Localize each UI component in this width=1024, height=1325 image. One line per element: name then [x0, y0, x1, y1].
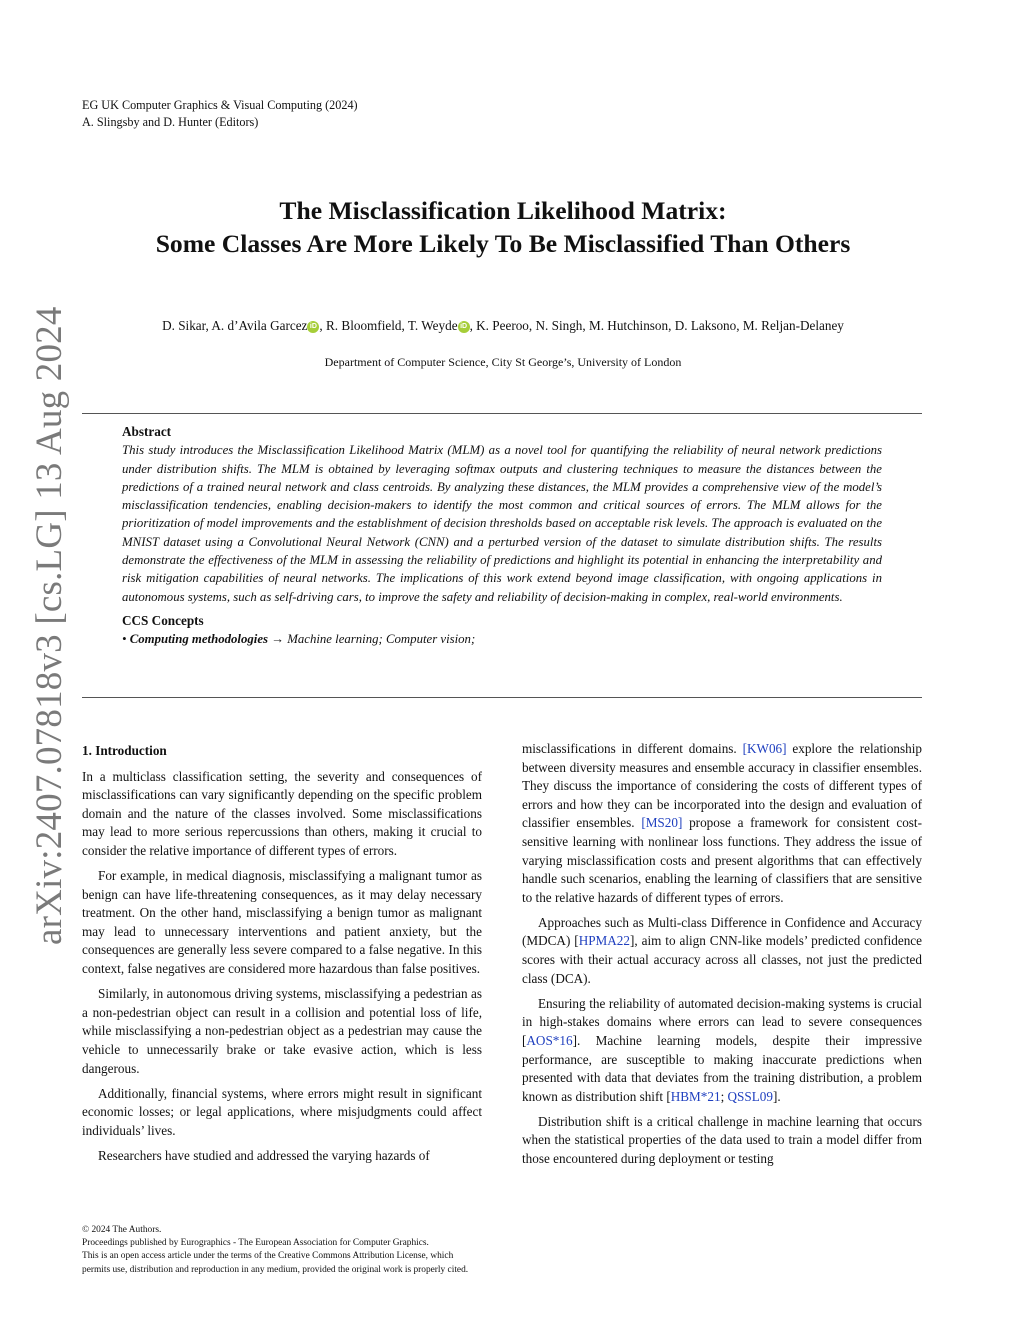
paper-title	[82, 194, 924, 260]
citation-link[interactable]: QSSL09	[727, 1088, 773, 1104]
paragraph: For example, in medical diagnosis, misclassifying a malignant tumor as benign can have life-threatening consequences, as it may delay necessary treatment. On the other hand, misclassifying a benign tumor as malignant may lead to unnecessary interventions and patient anxiety, but the consequences are generally less severe compared to a false negative. In this context, false negatives are considered more hazardous than false positives.	[82, 868, 482, 977]
paragraph	[522, 740, 922, 907]
license-text: This is an open access article under the terms of the Creative Commons Attribution License, which permits use, distribution and reproduction in any medium, provided the original work is properly cited.	[82, 1251, 469, 1275]
text-run: propose a framework for consistent cost-sensitive learning with nonlinear loss functions. They address the issue of varying misclassification costs and present algorithms that can effectively handle such scenarios, enabling the learning of classifiers that are sensitive to the relative hazards of different types of errors.	[522, 815, 922, 905]
abstract-heading: Abstract	[122, 424, 172, 439]
citation-link[interactable]: HBM*21	[670, 1088, 721, 1104]
publisher-line: Proceedings published by Eurographics - The European Association for Computer Graphics.	[82, 1238, 429, 1249]
authors-part-1: D. Sikar, A. d’Avila Garcez	[162, 318, 308, 333]
citation-link[interactable]: [MS20]	[641, 815, 683, 831]
text-run: Approaches such as Multi-class Difference in Confidence and Accuracy (MDCA) [	[522, 914, 922, 949]
citation-link[interactable]: HPMA22	[578, 933, 630, 949]
ccs-category: Computing methodologies	[129, 632, 268, 647]
text-run: explore the relationship between diversity measures and ensemble accuracy in classifier ensembles. They discuss the importance of considering the costs of different types of errors and how they can be incorporated into the design and evaluation of classifier ensembles.	[522, 741, 922, 831]
left-column	[82, 742, 482, 1172]
paragraph: Distribution shift is a critical challenge in machine learning that occurs when the statistical properties of the data used to train a model differ from those encountered during deployment or testing	[522, 1113, 922, 1166]
text-run: ]. Machine learning models, despite their impressive performance, are susceptible to making inaccurate predictions when presented with data that deviates from the training distribution, a problem known as distribution shift [	[522, 1032, 922, 1104]
affiliation: Department of Computer Science, City St George’s, University of London	[324, 355, 682, 369]
text-run: ], aim to align CNN-like models’ predicted confidence scores with their actual accuracy across all classes, not just the predicted class (DCA).	[522, 933, 923, 986]
abstract-section	[122, 423, 882, 649]
right-column	[522, 740, 922, 1175]
orcid-icon[interactable]: iD	[458, 321, 470, 333]
text-run: Ensuring the reliability of automated decision-making systems is crucial in high-stakes domains where errors can lead to severe consequences [	[522, 995, 922, 1048]
copyright-footer	[82, 1224, 482, 1277]
paragraph: Similarly, in autonomous driving systems, misclassifying a pedestrian as a non-pedestrian object can result in a collision and potential loss of life, while misclassifying a non-pedestrian object as a pedestrian may cause the vehicle to unnecessarily brake or take evasive action, which is less dangerous.	[82, 986, 482, 1076]
paragraph: In a multiclass classification setting, the severity and consequences of misclassifications can vary significantly depending on the specific problem domain and the nature of the classes involved. Some misclassifications may lead to more serious repercussions than others, making it crucial to consider the relative importance of different types of errors.	[82, 768, 482, 858]
venue-header	[82, 97, 358, 131]
ccs-terms: Machine learning; Computer vision;	[287, 632, 476, 647]
top-divider	[82, 413, 922, 414]
ccs-bullet: •	[122, 632, 130, 647]
abstract-text: This study introduces the Misclassification Likelihood Matrix (MLM) as a novel tool for quantifying the reliability of neural network predictions under distribution shifts. The MLM is obtained by leveraging softmax outputs and clustering techniques to measure the distances between the predictions of a trained neural network and class centroids. By analyzing these distances, the MLM provides a comprehensive view of the model’s misclassification tendencies, enabling decision-makers to identify the most common and critical sources of errors. The MLM allows for the prioritization of model improvements and the establishment of decision thresholds based on acceptable risk levels. The approach is evaluated on the MNIST dataset using a Convolutional Neural Network (CNN) and a perturbed version of the dataset to simulate distribution shifts. The results demonstrate the effectiveness of the MLM in assessing the reliability of predictions and highlight its potential in enhancing the interpretability and risk mitigation capabilities of neural networks. The implications of this work extend beyond image classification, with ongoing applications in autonomous systems, such as self-driving cars, to improve the safety and reliability of decision-making in complex, real-world environments.	[122, 443, 882, 604]
text-run: misclassifications in different domains.	[522, 741, 743, 756]
text-run: ;	[720, 1088, 728, 1104]
bottom-divider	[82, 697, 922, 698]
title-line-2: Some Classes Are More Likely To Be Misclassified Than Others	[155, 229, 851, 258]
authors-part-2: , R. Bloomfield, T. Weyde	[319, 318, 458, 333]
citation-link[interactable]: AOS*16	[526, 1032, 573, 1048]
venue-line: EG UK Computer Graphics & Visual Computing (2024)	[82, 98, 358, 112]
copyright-line: © 2024 The Authors.	[82, 1225, 162, 1235]
paragraph	[522, 995, 922, 1107]
arrow-icon: →	[268, 632, 288, 647]
authors-part-3: , K. Peeroo, N. Singh, M. Hutchinson, D. Laksono, M. Reljan-Delaney	[469, 318, 844, 333]
author-list	[82, 318, 924, 334]
paragraph: Additionally, financial systems, where errors might result in significant economic losses; or legal applications, where misjudgments could affect individuals’ lives.	[82, 1085, 482, 1138]
orcid-icon[interactable]: iD	[307, 321, 319, 333]
citation-link[interactable]: [KW06]	[742, 741, 787, 756]
text-run: ].	[772, 1088, 781, 1104]
ccs-heading: CCS Concepts	[122, 612, 204, 628]
ccs-concepts	[122, 630, 882, 648]
editors-line: A. Slingsby and D. Hunter (Editors)	[82, 115, 259, 129]
section-heading-introduction: 1. Introduction	[82, 743, 167, 758]
paragraph	[522, 914, 922, 988]
arxiv-side-label: arXiv:2407.07818v3 [cs.LG] 13 Aug 2024	[29, 306, 70, 945]
title-line-1: The Misclassification Likelihood Matrix:	[279, 196, 727, 225]
paragraph: Researchers have studied and addressed the varying hazards of	[98, 1147, 430, 1163]
